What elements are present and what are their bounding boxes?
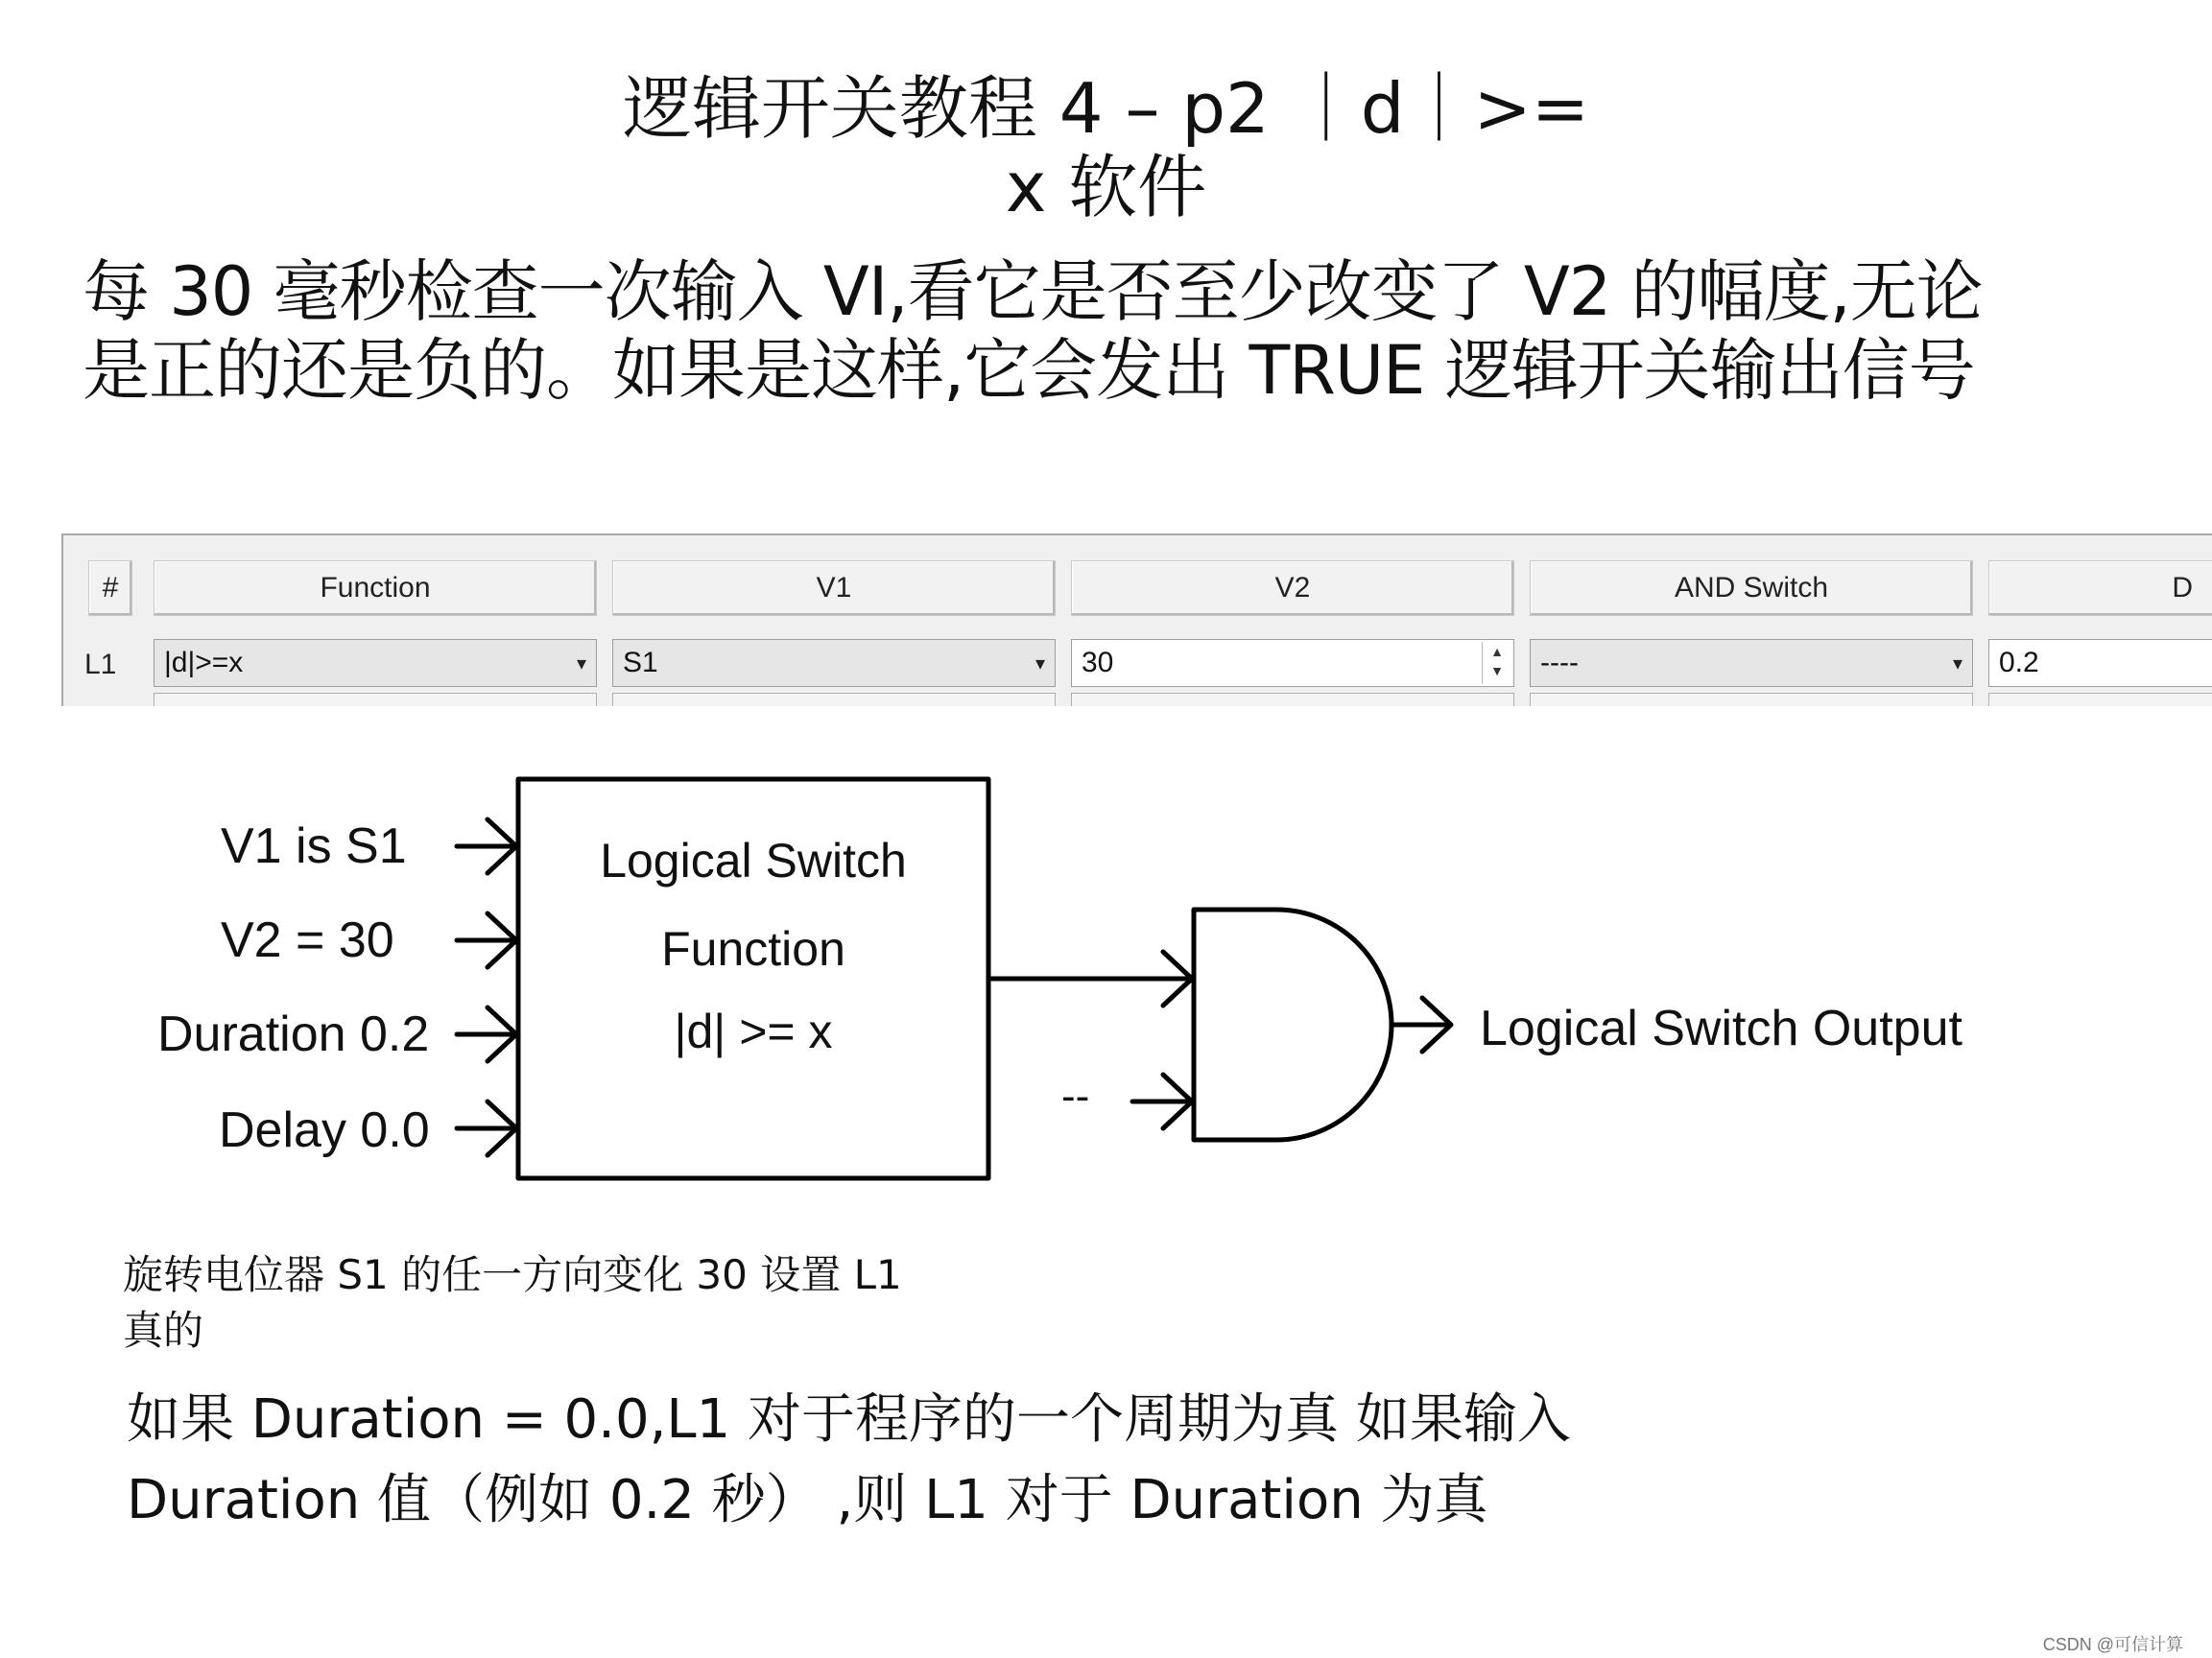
next-row-edge	[612, 693, 1056, 706]
input-arrow-v1	[457, 819, 516, 873]
description-line1: 每 30 毫秒检查一次输入 VI,看它是否至少改变了 V2 的幅度,无论	[83, 252, 1983, 331]
box-label-line3: |d| >= x	[674, 1005, 833, 1058]
v1-dropdown[interactable]	[612, 639, 1056, 687]
input-arrow-delay	[457, 1101, 516, 1155]
input-label-delay: Delay 0.0	[219, 1102, 430, 1158]
watermark: CSDN @可信计算	[2042, 1635, 2183, 1654]
next-row-edge	[1530, 693, 1973, 706]
function-dropdown[interactable]	[154, 639, 597, 687]
page-title: 逻辑开关教程 4 – p2 ｜d｜>=	[622, 68, 1590, 149]
next-row-edge	[1988, 693, 2212, 706]
output-label: Logical Switch Output	[1480, 1001, 1962, 1056]
dropdown-arrow-icon: ▾	[1035, 653, 1045, 675]
v1-value: S1	[623, 647, 658, 678]
header-function: Function	[154, 560, 597, 616]
input-label-duration: Duration 0.2	[157, 1007, 430, 1062]
spinner-arrows-icon[interactable]: ▲ ▼	[1482, 642, 1511, 684]
dropdown-arrow-icon: ▾	[576, 653, 586, 675]
v2-value: 30	[1082, 647, 1114, 678]
dropdown-arrow-icon: ▾	[1952, 653, 1962, 675]
description-line2: 是正的还是负的。如果是这样,它会发出 TRUE 逻辑开关输出信号	[83, 331, 1975, 410]
input-label-v2: V2 = 30	[221, 912, 394, 968]
input-label-v1: V1 is S1	[221, 818, 407, 874]
box-label-line2: Function	[661, 922, 845, 976]
and-switch-dropdown[interactable]	[1530, 639, 1973, 687]
header-duration: D	[1988, 560, 2212, 616]
next-row-edge	[1071, 693, 1514, 706]
header-index: #	[88, 560, 132, 616]
row-label: L1	[84, 649, 117, 680]
v2-spinbox[interactable]	[1071, 639, 1514, 687]
input-arrow-v2	[457, 913, 516, 967]
duration-input[interactable]	[1988, 639, 2212, 687]
and-switch-value: ----	[1540, 647, 1579, 678]
note2-line2: Duration 值（例如 0.2 秒） ,则 L1 对于 Duration 为真	[127, 1469, 1488, 1531]
note1-line1: 旋转电位器 S1 的任一方向变化 30 设置 L1	[123, 1251, 902, 1298]
header-v1: V1	[612, 560, 1056, 616]
and-gate	[1194, 910, 1391, 1140]
note2-line1: 如果 Duration = 0.0,L1 对于程序的一个周期为真 如果输入	[127, 1388, 1571, 1451]
and-input-placeholder: --	[1061, 1073, 1090, 1120]
function-value: |d|>=x	[164, 647, 244, 678]
input-arrow-duration	[457, 1007, 516, 1061]
note1-line2: 真的	[123, 1307, 204, 1354]
next-row-edge	[154, 693, 597, 706]
header-and-switch: AND Switch	[1530, 560, 1973, 616]
logical-switch-table	[61, 533, 2212, 706]
box-label-line1: Logical Switch	[600, 834, 907, 888]
duration-value: 0.2	[1999, 647, 2039, 678]
header-v2: V2	[1071, 560, 1514, 616]
page-title-line2: x 软件	[1005, 147, 1207, 227]
